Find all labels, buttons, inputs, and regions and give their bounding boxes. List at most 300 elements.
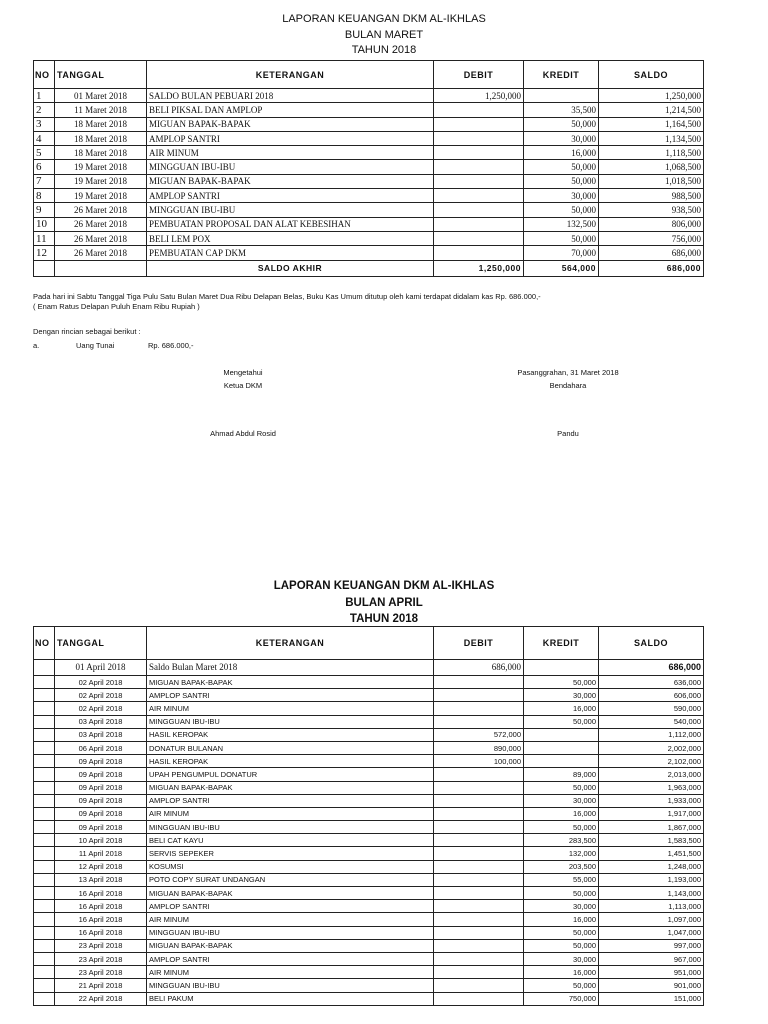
row-saldo: 590,000 [599,702,704,715]
row-date: 19 Maret 2018 [55,174,147,188]
row-debit [434,939,524,952]
row-debit [434,217,524,231]
row-credit: 16,000 [524,702,599,715]
total-saldo: 686,000 [599,260,704,276]
table-row [34,966,704,979]
report1-body [34,89,704,261]
table-row [34,834,704,847]
report1-month-line: BULAN MARET [344,28,424,41]
sig-left-name: Ahmad Abdul Rosid [210,429,276,438]
row-desc: MIGUAN BAPAK-BAPAK [147,781,434,794]
cash-item-letter: a. [33,341,40,350]
row-desc: MINGGUAN IBU-IBU [147,715,434,728]
row-debit [434,781,524,794]
row-saldo: 2,013,000 [599,768,704,781]
table-row [34,231,704,245]
table-row [34,952,704,965]
row-no [34,821,55,834]
row-credit: 16,000 [524,913,599,926]
closing-line-2: ( Enam Ratus Delapan Puluh Enam Ribu Rupiah ) [33,302,200,311]
header-keterangan: KETERANGAN [147,627,434,660]
table-row [34,117,704,131]
closing-statement [33,292,541,312]
details-intro: Dengan rincian sebagai berikut : [33,327,141,336]
row-desc: MINGGUAN IBU-IBU [147,160,434,174]
row-credit: 30,000 [524,689,599,702]
row-debit [434,847,524,860]
row-date: 18 Maret 2018 [55,117,147,131]
signature-right [468,368,668,438]
row-debit [434,887,524,900]
row-debit [434,834,524,847]
row-no [34,834,55,847]
row-desc: MIGUAN BAPAK-BAPAK [147,117,434,131]
row-saldo: 686,000 [599,246,704,260]
table-row [34,807,704,820]
table-row [34,992,704,1005]
table-row [34,781,704,794]
row-credit: 50,000 [524,939,599,952]
row-no [34,768,55,781]
row-desc: AMPLOP SANTRI [147,900,434,913]
opening-credit [524,660,599,676]
row-desc: BELI CAT KAYU [147,834,434,847]
row-credit: 203,500 [524,860,599,873]
row-credit: 50,000 [524,160,599,174]
opening-debit: 686,000 [434,660,524,676]
row-no: 5 [34,146,55,160]
row-debit [434,117,524,131]
table-row [34,887,704,900]
row-desc: PEMBUATAN CAP DKM [147,246,434,260]
row-debit [434,103,524,117]
row-no [34,900,55,913]
row-credit: 50,000 [524,887,599,900]
row-date: 09 April 2018 [55,781,147,794]
table-row [34,755,704,768]
row-credit: 30,000 [524,952,599,965]
row-date: 02 April 2018 [55,689,147,702]
row-desc: AIR MINUM [147,913,434,926]
row-saldo: 1,193,000 [599,873,704,886]
row-no [34,702,55,715]
row-credit: 132,500 [524,217,599,231]
row-saldo: 151,000 [599,992,704,1005]
row-desc: AMPLOP SANTRI [147,189,434,203]
cash-item-value: Rp. 686.000,- [148,341,194,350]
row-desc: UPAH PENGUMPUL DONATUR [147,768,434,781]
row-no: 3 [34,117,55,131]
table-row [34,860,704,873]
row-credit [524,741,599,754]
row-debit [434,246,524,260]
row-no [34,689,55,702]
table-row [34,821,704,834]
row-desc: MIGUAN BAPAK-BAPAK [147,676,434,689]
row-no: 6 [34,160,55,174]
row-no: 7 [34,174,55,188]
header-tanggal: TANGGAL [55,61,147,89]
row-no [34,728,55,741]
row-date: 03 April 2018 [55,715,147,728]
row-credit: 50,000 [524,781,599,794]
row-no [34,781,55,794]
row-debit [434,203,524,217]
table-row [34,979,704,992]
row-no [34,860,55,873]
signature-left [143,368,343,438]
row-desc: AIR MINUM [147,702,434,715]
row-no: 11 [34,231,55,245]
row-debit [434,860,524,873]
row-debit [434,676,524,689]
cash-item [33,341,193,351]
row-saldo: 1,047,000 [599,926,704,939]
row-debit [434,768,524,781]
row-debit [434,702,524,715]
row-date: 09 April 2018 [55,821,147,834]
row-saldo: 636,000 [599,676,704,689]
row-debit: 1,250,000 [434,89,524,103]
row-date: 16 April 2018 [55,926,147,939]
row-date: 23 April 2018 [55,952,147,965]
total-date-cell [55,260,147,276]
report2-header-row [34,627,704,660]
row-saldo: 1,250,000 [599,89,704,103]
report2-body [34,660,704,1006]
table-row [34,689,704,702]
row-credit: 16,000 [524,146,599,160]
row-no [34,873,55,886]
row-credit: 30,000 [524,131,599,145]
total-no-cell [34,260,55,276]
row-credit: 132,000 [524,847,599,860]
row-saldo: 938,500 [599,203,704,217]
row-saldo: 1,113,000 [599,900,704,913]
sig-left-line2: Ketua DKM [223,381,263,390]
row-saldo: 1,018,500 [599,174,704,188]
row-saldo: 1,583,500 [599,834,704,847]
row-credit: 50,000 [524,676,599,689]
row-no: 2 [34,103,55,117]
row-no: 8 [34,189,55,203]
row-saldo: 1,097,000 [599,913,704,926]
row-date: 11 April 2018 [55,847,147,860]
row-saldo: 1,451,500 [599,847,704,860]
row-desc: HASIL KEROPAK [147,728,434,741]
table-row [34,728,704,741]
row-debit [434,821,524,834]
row-no [34,913,55,926]
report1-title [0,12,768,59]
row-saldo: 967,000 [599,952,704,965]
row-desc: MINGGUAN IBU-IBU [147,203,434,217]
sig-right-line2: Bendahara [549,381,587,390]
table-row [34,715,704,728]
row-no [34,807,55,820]
opening-saldo: 686,000 [599,660,704,676]
row-no [34,794,55,807]
row-saldo: 1,068,500 [599,160,704,174]
row-credit: 89,000 [524,768,599,781]
row-desc: AMPLOP SANTRI [147,131,434,145]
row-date: 22 April 2018 [55,992,147,1005]
table-row [34,794,704,807]
table-row [34,873,704,886]
row-debit [434,146,524,160]
row-credit: 50,000 [524,926,599,939]
row-date: 19 Maret 2018 [55,189,147,203]
row-desc: AMPLOP SANTRI [147,689,434,702]
row-credit: 283,500 [524,834,599,847]
row-no [34,755,55,768]
row-date: 16 April 2018 [55,900,147,913]
row-date: 09 April 2018 [55,768,147,781]
row-debit [434,189,524,203]
row-credit: 30,000 [524,189,599,203]
row-date: 03 April 2018 [55,728,147,741]
row-debit [434,966,524,979]
row-debit [434,952,524,965]
row-date: 21 April 2018 [55,979,147,992]
row-no [34,966,55,979]
report1-header-row [34,61,704,89]
row-desc: AIR MINUM [147,146,434,160]
report1-year-line: TAHUN 2018 [351,44,417,56]
row-no [34,926,55,939]
row-no: 10 [34,217,55,231]
row-date: 13 April 2018 [55,873,147,886]
row-debit [434,873,524,886]
row-no [34,992,55,1005]
row-desc: DONATUR BULANAN [147,741,434,754]
opening-desc: Saldo Bulan Maret 2018 [147,660,434,676]
report2-title-line: LAPORAN KEUANGAN DKM AL-IKHLAS [273,580,495,592]
row-date: 10 April 2018 [55,834,147,847]
table-row [34,847,704,860]
table-row [34,131,704,145]
table-row [34,676,704,689]
row-date: 16 April 2018 [55,913,147,926]
row-saldo: 1,118,500 [599,146,704,160]
row-desc: SERVIS SEPEKER [147,847,434,860]
row-saldo: 1,112,000 [599,728,704,741]
row-desc: MINGGUAN IBU-IBU [147,821,434,834]
row-no [34,887,55,900]
row-desc: BELI PIKSAL DAN AMPLOP [147,103,434,117]
row-date: 26 Maret 2018 [55,231,147,245]
table-row [34,189,704,203]
row-saldo: 2,102,000 [599,755,704,768]
row-debit [434,926,524,939]
row-no [34,741,55,754]
sig-right-name: Pandu [557,429,579,438]
row-date: 09 April 2018 [55,755,147,768]
row-credit: 35,500 [524,103,599,117]
row-saldo: 1,214,500 [599,103,704,117]
row-date: 16 April 2018 [55,887,147,900]
row-credit: 16,000 [524,966,599,979]
report2-month-line: BULAN APRIL [345,596,423,609]
cash-item-label: Uang Tunai [76,341,115,350]
row-debit [434,174,524,188]
report1-table [33,60,704,277]
row-saldo: 1,933,000 [599,794,704,807]
row-desc: SALDO BULAN PEBUARI 2018 [147,89,434,103]
table-row [34,246,704,260]
row-date: 01 Maret 2018 [55,89,147,103]
row-desc: MINGGUAN IBU-IBU [147,979,434,992]
row-credit: 30,000 [524,794,599,807]
row-desc: BELI PAKUM [147,992,434,1005]
table-row [34,926,704,939]
opening-date: 01 April 2018 [55,660,147,676]
row-date: 12 April 2018 [55,860,147,873]
row-desc: MIGUAN BAPAK-BAPAK [147,174,434,188]
table-row [34,89,704,103]
row-credit: 50,000 [524,231,599,245]
row-no [34,715,55,728]
row-date: 18 Maret 2018 [55,146,147,160]
table-row [34,146,704,160]
row-no [34,952,55,965]
row-saldo: 901,000 [599,979,704,992]
closing-line-1: Pada hari ini Sabtu Tanggal Tiga Pulu Satu Bulan Maret Dua Ribu Delapan Belas, Buku Kas Umum ditutup oleh kami terdapat didalam kas Rp. 686.000,- [33,292,541,301]
row-no [34,847,55,860]
row-credit: 750,000 [524,992,599,1005]
report2-year-line: TAHUN 2018 [349,613,419,625]
header-no: NO [34,61,55,89]
row-desc: MINGGUAN IBU-IBU [147,926,434,939]
table-row [34,768,704,781]
report1-total-row [34,260,704,276]
row-credit [524,755,599,768]
row-debit [434,131,524,145]
report2-table [33,626,704,1006]
row-debit [434,689,524,702]
row-debit: 572,000 [434,728,524,741]
row-credit: 50,000 [524,174,599,188]
row-saldo: 756,000 [599,231,704,245]
row-credit: 70,000 [524,246,599,260]
row-desc: AMPLOP SANTRI [147,794,434,807]
row-debit [434,715,524,728]
row-date: 23 April 2018 [55,966,147,979]
row-debit [434,160,524,174]
header-tanggal: TANGGAL [55,627,147,660]
sig-left-line1: Mengetahui [223,368,263,377]
header-kredit: KREDIT [524,61,599,89]
row-date: 26 Maret 2018 [55,217,147,231]
row-debit: 890,000 [434,741,524,754]
table-row [34,217,704,231]
row-saldo: 1,134,500 [599,131,704,145]
header-saldo: SALDO [599,61,704,89]
total-label: SALDO AKHIR [147,260,434,276]
row-date: 06 April 2018 [55,741,147,754]
row-saldo: 997,000 [599,939,704,952]
row-desc: BELI LEM POX [147,231,434,245]
row-desc: AIR MINUM [147,807,434,820]
row-debit [434,992,524,1005]
table-row [34,103,704,117]
row-no [34,676,55,689]
table-row [34,741,704,754]
row-date: 26 Maret 2018 [55,246,147,260]
row-saldo: 540,000 [599,715,704,728]
row-saldo: 951,000 [599,966,704,979]
row-desc: AIR MINUM [147,966,434,979]
row-date: 19 Maret 2018 [55,160,147,174]
row-desc: MIGUAN BAPAK-BAPAK [147,939,434,952]
row-debit [434,900,524,913]
row-debit: 100,000 [434,755,524,768]
row-saldo: 1,867,000 [599,821,704,834]
row-credit [524,89,599,103]
row-saldo: 1,963,000 [599,781,704,794]
row-credit: 50,000 [524,979,599,992]
row-debit [434,979,524,992]
row-debit [434,231,524,245]
row-desc: KOSUMSI [147,860,434,873]
header-debit: DEBIT [434,627,524,660]
row-debit [434,913,524,926]
row-no: 12 [34,246,55,260]
row-credit: 30,000 [524,900,599,913]
row-saldo: 1,248,000 [599,860,704,873]
row-debit [434,794,524,807]
row-saldo: 2,002,000 [599,741,704,754]
total-debit: 1,250,000 [434,260,524,276]
row-date: 18 Maret 2018 [55,131,147,145]
table-row [34,913,704,926]
table-row [34,939,704,952]
row-saldo: 1,164,500 [599,117,704,131]
row-no: 9 [34,203,55,217]
row-date: 26 Maret 2018 [55,203,147,217]
row-date: 02 April 2018 [55,676,147,689]
table-row [34,900,704,913]
row-saldo: 806,000 [599,217,704,231]
row-credit: 55,000 [524,873,599,886]
row-desc: AMPLOP SANTRI [147,952,434,965]
table-row [34,203,704,217]
total-credit: 564,000 [524,260,599,276]
opening-no [34,660,55,676]
row-date: 23 April 2018 [55,939,147,952]
row-date: 02 April 2018 [55,702,147,715]
row-debit [434,807,524,820]
row-saldo: 1,917,000 [599,807,704,820]
row-saldo: 606,000 [599,689,704,702]
sig-right-line1: Pasanggrahan, 31 Maret 2018 [517,368,619,377]
row-desc: HASIL KEROPAK [147,755,434,768]
header-kredit: KREDIT [524,627,599,660]
table-row [34,160,704,174]
row-no: 1 [34,89,55,103]
row-no: 4 [34,131,55,145]
row-date: 09 April 2018 [55,794,147,807]
report2-opening-row [34,660,704,676]
row-credit: 50,000 [524,821,599,834]
row-desc: POTO COPY SURAT UNDANGAN [147,873,434,886]
row-date: 11 Maret 2018 [55,103,147,117]
header-keterangan: KETERANGAN [147,61,434,89]
header-debit: DEBIT [434,61,524,89]
table-row [34,702,704,715]
row-date: 09 April 2018 [55,807,147,820]
row-no [34,979,55,992]
